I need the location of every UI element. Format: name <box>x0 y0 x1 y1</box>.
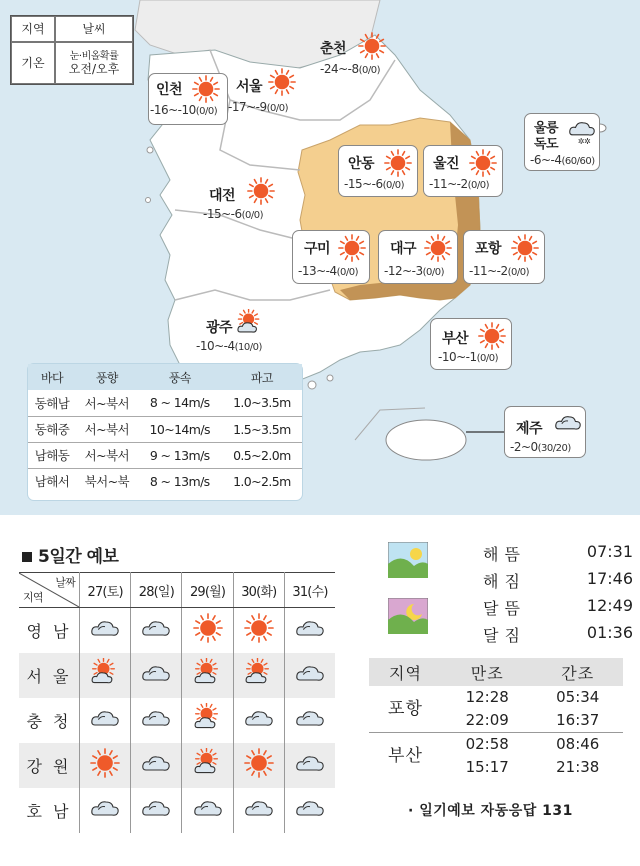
forecast-cell <box>80 788 131 833</box>
cloud-icon <box>193 804 223 823</box>
forecast-row <box>19 653 335 698</box>
astro-row <box>483 596 633 619</box>
astro-row <box>483 569 633 592</box>
astro-label: 달뜸 <box>483 599 526 618</box>
forecast-cell <box>233 653 284 698</box>
sun-icon <box>244 763 274 782</box>
city-name: 구미 <box>304 241 331 257</box>
forecast-cell <box>182 653 233 698</box>
city-temp: -10~-4(10/0) <box>196 339 262 353</box>
forecast-region: 서 울 <box>19 653 80 698</box>
sun-cloud-icon <box>193 673 223 692</box>
sun-cloud-icon <box>244 673 274 692</box>
city-name: 춘천 <box>320 41 347 57</box>
sun-icon <box>478 322 502 346</box>
moonrise-icon <box>388 598 428 634</box>
forecast-row <box>19 608 335 653</box>
sun-icon <box>469 149 493 173</box>
legend-temp: 기온 <box>11 42 55 84</box>
forecast-region: 영 남 <box>19 608 80 653</box>
day-header: 30(화) <box>233 573 284 608</box>
sun-icon <box>90 763 120 782</box>
city-name: 울릉 독도 <box>534 121 559 152</box>
city-temp: -24~-8(0/0) <box>320 62 381 76</box>
forecast-cell <box>131 608 182 653</box>
sun-icon <box>247 177 271 201</box>
day-header: 27(토) <box>80 573 131 608</box>
tide-low: 05:34 <box>556 688 600 706</box>
cloud-icon <box>295 804 325 823</box>
sea-cell: 남해서 <box>34 474 70 490</box>
forecast-cell <box>182 743 233 788</box>
sun-cloud-icon <box>90 673 120 692</box>
forecast-cell <box>233 743 284 788</box>
sea-row <box>28 442 302 468</box>
astro-time: 01:36 <box>586 623 633 642</box>
cloud-icon <box>554 412 578 436</box>
sea-header: 풍속 <box>138 364 222 390</box>
sea-cell: 북서~북 <box>84 474 129 490</box>
cloud-icon <box>141 625 171 644</box>
sea-cell: 1.0~2.5m <box>233 473 291 489</box>
cloud-icon <box>295 759 325 778</box>
svg-text:✲✲: ✲✲ <box>577 137 591 147</box>
city-temp: -6~-4(60/60) <box>530 153 595 167</box>
legend-region: 지역 <box>11 16 55 42</box>
forecast-cell <box>80 698 131 743</box>
city-name: 대구 <box>390 241 417 257</box>
city-temp: -12~-3(0/0) <box>384 264 445 278</box>
tide-table <box>369 658 623 779</box>
forecast-cell <box>131 698 182 743</box>
city-temp: -11~-2(0/0) <box>469 264 530 278</box>
five-day-forecast-table <box>19 572 335 833</box>
sea-cell: 서~북서 <box>76 442 138 468</box>
forecast-cell <box>284 608 335 653</box>
forecast-cell <box>284 788 335 833</box>
sun-icon <box>511 234 535 258</box>
sea-cell: 서~북서 <box>76 390 138 416</box>
forecast-cell <box>233 608 284 653</box>
cloud-icon <box>90 625 120 644</box>
forecast-cell <box>284 653 335 698</box>
sun-icon <box>192 75 216 99</box>
city-temp: -2~0(30/20) <box>510 440 571 454</box>
astro-time: 17:46 <box>586 569 633 588</box>
forecast-region: 강 원 <box>19 743 80 788</box>
sea-row <box>28 390 302 416</box>
city-name: 부산 <box>442 331 469 347</box>
city-name: 광주 <box>206 320 233 336</box>
forecast-cell <box>182 608 233 653</box>
sun-cloud-icon <box>236 309 260 333</box>
city-name: 울진 <box>433 156 460 172</box>
city-temp: -13~-4(0/0) <box>298 264 359 278</box>
phone-info: · 일기예보 자동응답 131 <box>408 803 573 819</box>
forecast-cell <box>182 698 233 743</box>
sea-cell: 동해남 <box>28 390 76 416</box>
day-header: 29(월) <box>182 573 233 608</box>
cloud-icon <box>141 669 171 688</box>
tide-high: 02:58 <box>465 735 509 753</box>
forecast-cell <box>80 743 131 788</box>
cloud-icon <box>295 714 325 733</box>
map-legend <box>10 15 134 85</box>
astro-time: 07:31 <box>586 542 633 561</box>
forecast-cell <box>80 608 131 653</box>
forecast-cell <box>131 788 182 833</box>
corner-header: 날짜 지역 <box>19 573 80 608</box>
cloud-icon <box>244 804 274 823</box>
tide-high: 22:09 <box>442 709 533 733</box>
tide-low: 08:46 <box>556 735 600 753</box>
city-name: 안동 <box>348 156 375 172</box>
sea-cell: 서~북서 <box>76 416 138 442</box>
tide-low: 21:38 <box>556 758 600 776</box>
legend-weather: 날씨 <box>55 16 133 42</box>
astro-label: 해짐 <box>483 572 526 591</box>
sea-cell: 동해중 <box>28 416 76 442</box>
day-header: 31(수) <box>284 573 335 608</box>
forecast-region: 호 남 <box>19 788 80 833</box>
tide-location: 포항 <box>369 686 442 733</box>
sea-header: 파고 <box>222 364 302 390</box>
sun-icon <box>384 149 408 173</box>
cloud-icon <box>295 669 325 688</box>
astro-label: 해뜸 <box>483 545 526 564</box>
sun-icon <box>244 628 274 647</box>
sea-cell: 8 ~ 13m/s <box>149 473 210 489</box>
city-name: 제주 <box>516 421 543 437</box>
sea-cell: 8 ~ 14m/s <box>138 390 222 416</box>
city-temp: -15~-6(0/0) <box>344 177 405 191</box>
astro-row <box>483 623 633 646</box>
forecast-cell <box>131 743 182 788</box>
cloud-icon <box>141 804 171 823</box>
city-name: 인천 <box>156 82 183 98</box>
tide-header: 만조 <box>442 658 533 686</box>
sea-header: 풍향 <box>76 364 138 390</box>
forecast-row <box>19 743 335 788</box>
sun-icon <box>424 234 448 258</box>
tide-high: 12:28 <box>465 688 509 706</box>
sea-cell: 10~14m/s <box>138 416 222 442</box>
cloud-icon <box>244 714 274 733</box>
sea-row <box>28 416 302 442</box>
tide-row <box>369 733 623 757</box>
sun-icon <box>358 32 382 56</box>
sun-cloud-icon <box>193 763 223 782</box>
tide-low: 16:37 <box>532 709 623 733</box>
forecast-cell <box>233 788 284 833</box>
city-name: 대전 <box>209 188 236 204</box>
city-temp: -11~-2(0/0) <box>429 177 490 191</box>
sun-cloud-icon <box>193 718 223 737</box>
forecast-cell <box>131 653 182 698</box>
sun-icon <box>338 234 362 258</box>
sea-conditions-table <box>28 364 302 500</box>
sun-icon <box>268 68 292 92</box>
forecast-region: 충 청 <box>19 698 80 743</box>
forecast-cell <box>182 788 233 833</box>
sea-cell: 0.5~2.0m <box>222 442 302 468</box>
city-name: 포항 <box>475 241 502 257</box>
cloud-icon <box>141 759 171 778</box>
cloud-icon <box>90 714 120 733</box>
tide-header: 간조 <box>532 658 623 686</box>
astro-label: 달짐 <box>483 626 526 645</box>
sea-cell: 9 ~ 13m/s <box>138 442 222 468</box>
sea-cell: 1.5~3.5m <box>222 416 302 442</box>
sea-row <box>28 468 302 494</box>
forecast-cell <box>284 743 335 788</box>
cloud-icon <box>90 804 120 823</box>
city-temp: -16~-10(0/0) <box>150 103 218 117</box>
sea-cell: 1.0~3.5m <box>222 390 302 416</box>
cloud-icon <box>141 714 171 733</box>
forecast-title: 5일간 예보 <box>22 542 118 567</box>
legend-prob: 눈·비올확률 오전/오후 <box>55 42 133 84</box>
tide-location: 부산 <box>388 745 423 766</box>
tide-row <box>369 686 623 709</box>
forecast-section <box>0 530 640 866</box>
cloud-icon <box>295 625 325 644</box>
sunrise-icon <box>388 542 428 578</box>
forecast-cell <box>284 698 335 743</box>
astro-time: 12:49 <box>586 596 633 615</box>
tide-high: 15:17 <box>465 758 509 776</box>
city-temp: -15~-6(0/0) <box>203 207 264 221</box>
city-temp: -17~-9(0/0) <box>228 100 289 114</box>
forecast-row <box>19 788 335 833</box>
forecast-cell <box>80 653 131 698</box>
sea-cell: 남해동 <box>28 442 76 468</box>
forecast-row <box>19 698 335 743</box>
sun-icon <box>193 628 223 647</box>
city-temp: -10~-1(0/0) <box>438 350 499 364</box>
sea-header: 바다 <box>28 364 76 390</box>
snow-cloud-icon <box>568 119 592 147</box>
astro-row <box>483 542 633 565</box>
tide-header: 지역 <box>369 658 442 686</box>
forecast-cell <box>233 698 284 743</box>
city-name: 서울 <box>236 79 263 95</box>
day-header: 28(일) <box>131 573 182 608</box>
